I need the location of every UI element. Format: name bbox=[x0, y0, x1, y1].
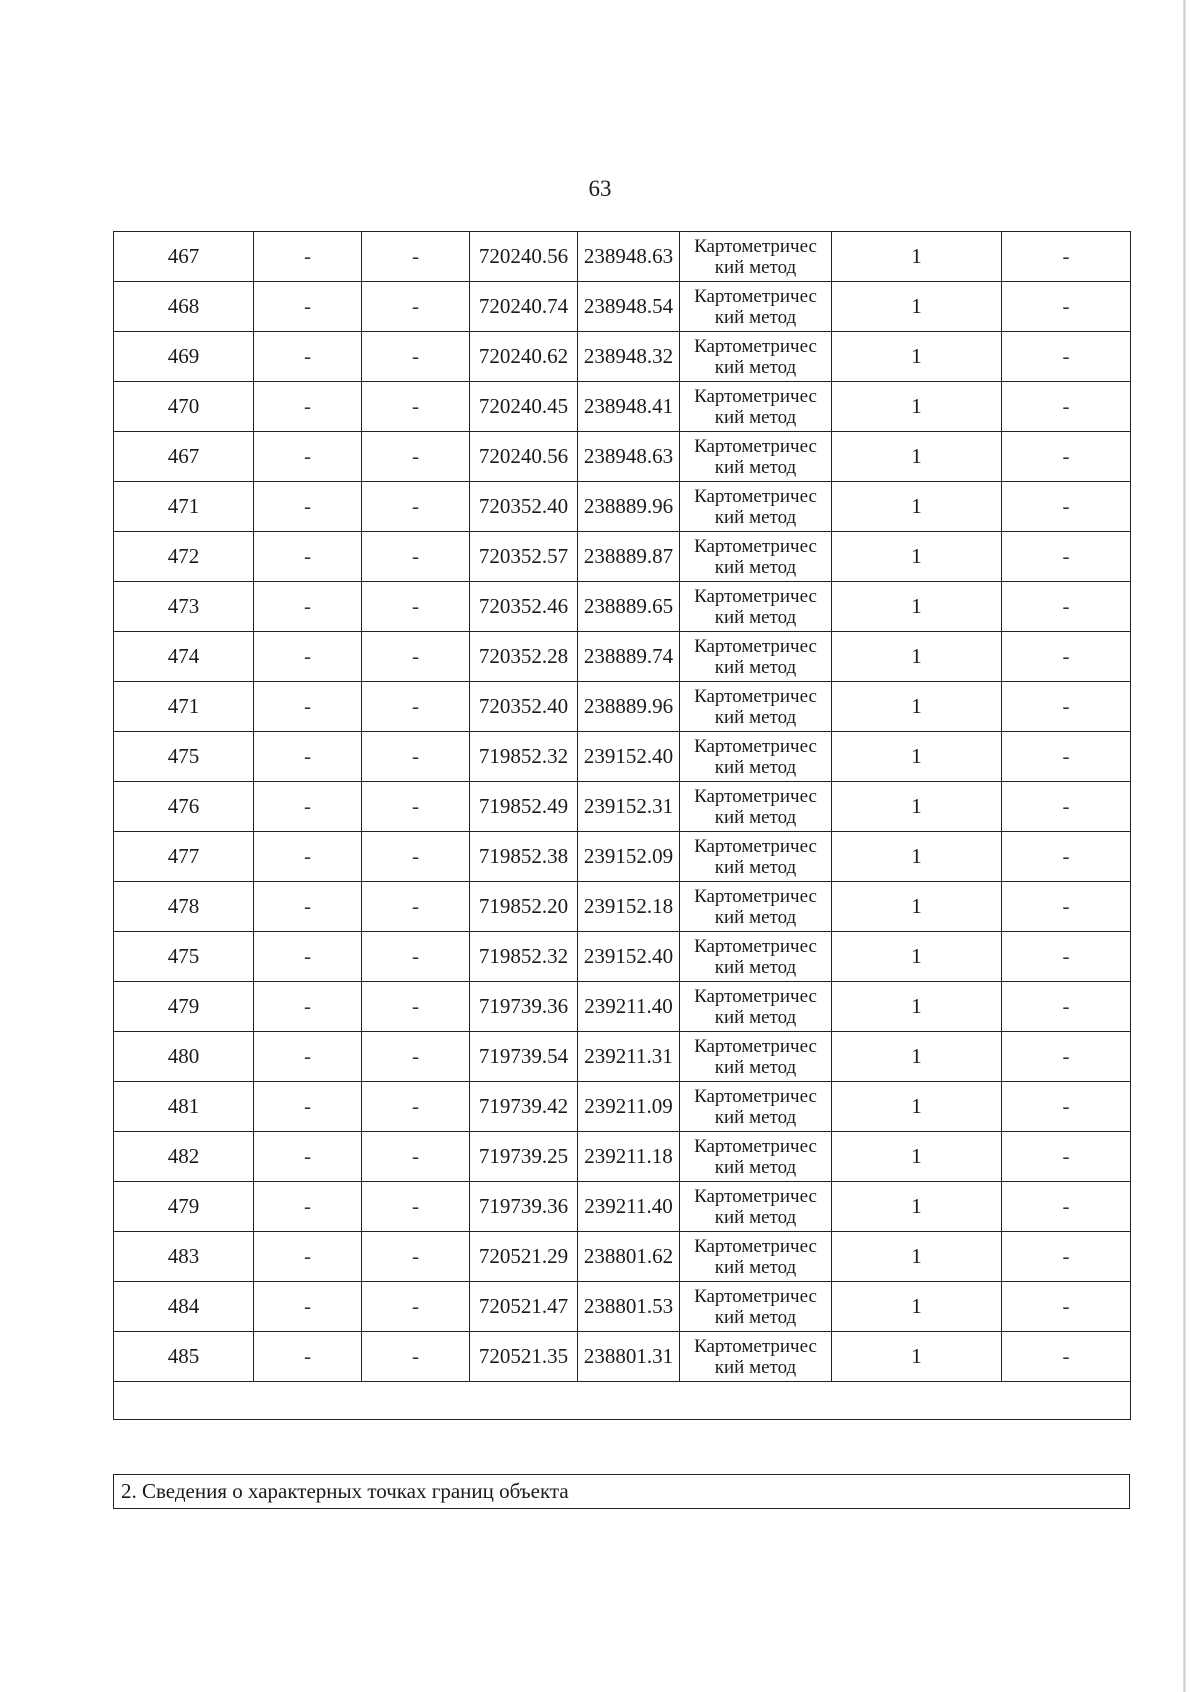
y-coordinate-cell: 239152.18 bbox=[578, 882, 680, 932]
point-number-cell: 467 bbox=[114, 232, 254, 282]
dash-cell: - bbox=[362, 432, 470, 482]
point-number-cell: 476 bbox=[114, 782, 254, 832]
table-row bbox=[114, 832, 1131, 882]
method-cell: Картометричес кий метод bbox=[680, 432, 832, 482]
point-number-cell: 479 bbox=[114, 982, 254, 1032]
x-coordinate-cell: 719739.36 bbox=[470, 1182, 578, 1232]
table-row bbox=[114, 282, 1131, 332]
y-coordinate-cell: 238889.96 bbox=[578, 482, 680, 532]
dash-cell: - bbox=[254, 432, 362, 482]
dash-cell: - bbox=[362, 882, 470, 932]
point-number-cell: 485 bbox=[114, 1332, 254, 1382]
point-number-cell: 467 bbox=[114, 432, 254, 482]
dash-cell: - bbox=[254, 1232, 362, 1282]
point-number-cell: 471 bbox=[114, 682, 254, 732]
method-cell: Картометричес кий метод bbox=[680, 882, 832, 932]
accuracy-cell: 1 bbox=[832, 782, 1002, 832]
point-number-cell: 474 bbox=[114, 632, 254, 682]
y-coordinate-cell: 239211.18 bbox=[578, 1132, 680, 1182]
point-number-cell: 479 bbox=[114, 1182, 254, 1232]
dash-cell: - bbox=[362, 1282, 470, 1332]
x-coordinate-cell: 720352.40 bbox=[470, 482, 578, 532]
y-coordinate-cell: 238889.74 bbox=[578, 632, 680, 682]
dash-cell: - bbox=[1002, 932, 1131, 982]
dash-cell: - bbox=[362, 1232, 470, 1282]
dash-cell: - bbox=[362, 332, 470, 382]
accuracy-cell: 1 bbox=[832, 1082, 1002, 1132]
point-number-cell: 468 bbox=[114, 282, 254, 332]
dash-cell: - bbox=[1002, 282, 1131, 332]
method-cell: Картометричес кий метод bbox=[680, 982, 832, 1032]
x-coordinate-cell: 720240.56 bbox=[470, 232, 578, 282]
point-number-cell: 475 bbox=[114, 932, 254, 982]
dash-cell: - bbox=[1002, 1232, 1131, 1282]
method-cell: Картометричес кий метод bbox=[680, 732, 832, 782]
dash-cell: - bbox=[362, 782, 470, 832]
dash-cell: - bbox=[362, 482, 470, 532]
point-number-cell: 477 bbox=[114, 832, 254, 882]
dash-cell: - bbox=[254, 732, 362, 782]
dash-cell: - bbox=[1002, 1032, 1131, 1082]
method-cell: Картометричес кий метод bbox=[680, 1032, 832, 1082]
table-row bbox=[114, 432, 1131, 482]
dash-cell: - bbox=[254, 1182, 362, 1232]
dash-cell: - bbox=[1002, 232, 1131, 282]
dash-cell: - bbox=[1002, 1132, 1131, 1182]
x-coordinate-cell: 720352.46 bbox=[470, 582, 578, 632]
empty-cell bbox=[114, 1382, 1131, 1420]
dash-cell: - bbox=[1002, 1082, 1131, 1132]
table-row bbox=[114, 1032, 1131, 1082]
point-number-cell: 482 bbox=[114, 1132, 254, 1182]
y-coordinate-cell: 239211.31 bbox=[578, 1032, 680, 1082]
table-row bbox=[114, 982, 1131, 1032]
table-row bbox=[114, 1282, 1131, 1332]
dash-cell: - bbox=[1002, 1182, 1131, 1232]
dash-cell: - bbox=[254, 1332, 362, 1382]
method-cell: Картометричес кий метод bbox=[680, 1132, 832, 1182]
y-coordinate-cell: 238948.54 bbox=[578, 282, 680, 332]
method-cell: Картометричес кий метод bbox=[680, 932, 832, 982]
dash-cell: - bbox=[254, 282, 362, 332]
dash-cell: - bbox=[362, 1082, 470, 1132]
method-cell: Картометричес кий метод bbox=[680, 832, 832, 882]
dash-cell: - bbox=[254, 532, 362, 582]
x-coordinate-cell: 720240.56 bbox=[470, 432, 578, 482]
x-coordinate-cell: 719852.38 bbox=[470, 832, 578, 882]
method-cell: Картометричес кий метод bbox=[680, 282, 832, 332]
point-number-cell: 473 bbox=[114, 582, 254, 632]
point-number-cell: 469 bbox=[114, 332, 254, 382]
table-row bbox=[114, 1182, 1131, 1232]
table-row bbox=[114, 332, 1131, 382]
dash-cell: - bbox=[254, 932, 362, 982]
y-coordinate-cell: 238801.31 bbox=[578, 1332, 680, 1382]
dash-cell: - bbox=[254, 832, 362, 882]
point-number-cell: 480 bbox=[114, 1032, 254, 1082]
point-number-cell: 483 bbox=[114, 1232, 254, 1282]
x-coordinate-cell: 719739.42 bbox=[470, 1082, 578, 1132]
method-cell: Картометричес кий метод bbox=[680, 632, 832, 682]
dash-cell: - bbox=[1002, 432, 1131, 482]
accuracy-cell: 1 bbox=[832, 282, 1002, 332]
table-row bbox=[114, 1082, 1131, 1132]
dash-cell: - bbox=[1002, 832, 1131, 882]
dash-cell: - bbox=[254, 1282, 362, 1332]
accuracy-cell: 1 bbox=[832, 732, 1002, 782]
x-coordinate-cell: 719739.25 bbox=[470, 1132, 578, 1182]
method-cell: Картометричес кий метод bbox=[680, 382, 832, 432]
accuracy-cell: 1 bbox=[832, 832, 1002, 882]
table-row bbox=[114, 1332, 1131, 1382]
y-coordinate-cell: 238948.32 bbox=[578, 332, 680, 382]
x-coordinate-cell: 719852.20 bbox=[470, 882, 578, 932]
dash-cell: - bbox=[1002, 582, 1131, 632]
dash-cell: - bbox=[362, 382, 470, 432]
x-coordinate-cell: 720240.62 bbox=[470, 332, 578, 382]
dash-cell: - bbox=[362, 832, 470, 882]
table-row bbox=[114, 782, 1131, 832]
dash-cell: - bbox=[1002, 1282, 1131, 1332]
y-coordinate-cell: 239211.40 bbox=[578, 982, 680, 1032]
point-number-cell: 472 bbox=[114, 532, 254, 582]
section-title: 2. Сведения о характерных точках границ объекта bbox=[113, 1474, 1130, 1509]
method-cell: Картометричес кий метод bbox=[680, 1282, 832, 1332]
accuracy-cell: 1 bbox=[832, 332, 1002, 382]
x-coordinate-cell: 720352.40 bbox=[470, 682, 578, 732]
table-row bbox=[114, 232, 1131, 282]
table-empty-row bbox=[114, 1382, 1131, 1420]
dash-cell: - bbox=[362, 1332, 470, 1382]
coordinates-table bbox=[113, 231, 1131, 1420]
dash-cell: - bbox=[362, 282, 470, 332]
table-row bbox=[114, 1232, 1131, 1282]
y-coordinate-cell: 238889.65 bbox=[578, 582, 680, 632]
y-coordinate-cell: 239152.40 bbox=[578, 732, 680, 782]
dash-cell: - bbox=[254, 982, 362, 1032]
table-row bbox=[114, 882, 1131, 932]
y-coordinate-cell: 238948.41 bbox=[578, 382, 680, 432]
dash-cell: - bbox=[362, 682, 470, 732]
method-cell: Картометричес кий метод bbox=[680, 332, 832, 382]
dash-cell: - bbox=[254, 232, 362, 282]
table-row bbox=[114, 632, 1131, 682]
y-coordinate-cell: 239211.40 bbox=[578, 1182, 680, 1232]
dash-cell: - bbox=[254, 1082, 362, 1132]
dash-cell: - bbox=[362, 1182, 470, 1232]
accuracy-cell: 1 bbox=[832, 982, 1002, 1032]
dash-cell: - bbox=[254, 782, 362, 832]
accuracy-cell: 1 bbox=[832, 1132, 1002, 1182]
x-coordinate-cell: 719852.49 bbox=[470, 782, 578, 832]
accuracy-cell: 1 bbox=[832, 1032, 1002, 1082]
accuracy-cell: 1 bbox=[832, 482, 1002, 532]
dash-cell: - bbox=[1002, 632, 1131, 682]
accuracy-cell: 1 bbox=[832, 532, 1002, 582]
y-coordinate-cell: 238948.63 bbox=[578, 432, 680, 482]
x-coordinate-cell: 719739.36 bbox=[470, 982, 578, 1032]
dash-cell: - bbox=[254, 882, 362, 932]
dash-cell: - bbox=[1002, 1332, 1131, 1382]
method-cell: Картометричес кий метод bbox=[680, 582, 832, 632]
accuracy-cell: 1 bbox=[832, 682, 1002, 732]
dash-cell: - bbox=[362, 582, 470, 632]
dash-cell: - bbox=[362, 982, 470, 1032]
accuracy-cell: 1 bbox=[832, 632, 1002, 682]
page-edge-shadow bbox=[1183, 0, 1186, 1692]
dash-cell: - bbox=[1002, 982, 1131, 1032]
dash-cell: - bbox=[254, 632, 362, 682]
method-cell: Картометричес кий метод bbox=[680, 1182, 832, 1232]
table-body bbox=[114, 232, 1131, 1420]
y-coordinate-cell: 239211.09 bbox=[578, 1082, 680, 1132]
dash-cell: - bbox=[254, 582, 362, 632]
dash-cell: - bbox=[362, 632, 470, 682]
table-row bbox=[114, 732, 1131, 782]
dash-cell: - bbox=[254, 332, 362, 382]
table-row bbox=[114, 382, 1131, 432]
point-number-cell: 478 bbox=[114, 882, 254, 932]
method-cell: Картометричес кий метод bbox=[680, 532, 832, 582]
dash-cell: - bbox=[362, 532, 470, 582]
accuracy-cell: 1 bbox=[832, 1182, 1002, 1232]
x-coordinate-cell: 720240.74 bbox=[470, 282, 578, 332]
x-coordinate-cell: 720352.28 bbox=[470, 632, 578, 682]
dash-cell: - bbox=[254, 1132, 362, 1182]
dash-cell: - bbox=[1002, 332, 1131, 382]
point-number-cell: 470 bbox=[114, 382, 254, 432]
dash-cell: - bbox=[1002, 882, 1131, 932]
accuracy-cell: 1 bbox=[832, 232, 1002, 282]
dash-cell: - bbox=[254, 382, 362, 432]
method-cell: Картометричес кий метод bbox=[680, 1232, 832, 1282]
y-coordinate-cell: 238801.53 bbox=[578, 1282, 680, 1332]
dash-cell: - bbox=[1002, 482, 1131, 532]
table-row bbox=[114, 482, 1131, 532]
method-cell: Картометричес кий метод bbox=[680, 782, 832, 832]
y-coordinate-cell: 238889.96 bbox=[578, 682, 680, 732]
table-row bbox=[114, 1132, 1131, 1182]
point-number-cell: 484 bbox=[114, 1282, 254, 1332]
table-row bbox=[114, 932, 1131, 982]
x-coordinate-cell: 720521.47 bbox=[470, 1282, 578, 1332]
method-cell: Картометричес кий метод bbox=[680, 482, 832, 532]
dash-cell: - bbox=[1002, 732, 1131, 782]
x-coordinate-cell: 719852.32 bbox=[470, 732, 578, 782]
point-number-cell: 475 bbox=[114, 732, 254, 782]
accuracy-cell: 1 bbox=[832, 1282, 1002, 1332]
dash-cell: - bbox=[362, 932, 470, 982]
accuracy-cell: 1 bbox=[832, 1232, 1002, 1282]
method-cell: Картометричес кий метод bbox=[680, 682, 832, 732]
x-coordinate-cell: 720240.45 bbox=[470, 382, 578, 432]
accuracy-cell: 1 bbox=[832, 1332, 1002, 1382]
x-coordinate-cell: 720521.29 bbox=[470, 1232, 578, 1282]
dash-cell: - bbox=[1002, 382, 1131, 432]
dash-cell: - bbox=[362, 1032, 470, 1082]
point-number-cell: 471 bbox=[114, 482, 254, 532]
x-coordinate-cell: 719739.54 bbox=[470, 1032, 578, 1082]
dash-cell: - bbox=[1002, 532, 1131, 582]
dash-cell: - bbox=[362, 732, 470, 782]
dash-cell: - bbox=[1002, 782, 1131, 832]
y-coordinate-cell: 238889.87 bbox=[578, 532, 680, 582]
table-row bbox=[114, 682, 1131, 732]
dash-cell: - bbox=[254, 482, 362, 532]
page-number: 63 bbox=[588, 176, 612, 201]
y-coordinate-cell: 239152.31 bbox=[578, 782, 680, 832]
method-cell: Картометричес кий метод bbox=[680, 1332, 832, 1382]
dash-cell: - bbox=[1002, 682, 1131, 732]
table-row bbox=[114, 532, 1131, 582]
dash-cell: - bbox=[254, 1032, 362, 1082]
dash-cell: - bbox=[362, 232, 470, 282]
y-coordinate-cell: 239152.09 bbox=[578, 832, 680, 882]
y-coordinate-cell: 238948.63 bbox=[578, 232, 680, 282]
point-number-cell: 481 bbox=[114, 1082, 254, 1132]
y-coordinate-cell: 238801.62 bbox=[578, 1232, 680, 1282]
x-coordinate-cell: 719852.32 bbox=[470, 932, 578, 982]
accuracy-cell: 1 bbox=[832, 932, 1002, 982]
accuracy-cell: 1 bbox=[832, 432, 1002, 482]
method-cell: Картометричес кий метод bbox=[680, 1082, 832, 1132]
x-coordinate-cell: 720521.35 bbox=[470, 1332, 578, 1382]
accuracy-cell: 1 bbox=[832, 582, 1002, 632]
table-row bbox=[114, 582, 1131, 632]
method-cell: Картометричес кий метод bbox=[680, 232, 832, 282]
accuracy-cell: 1 bbox=[832, 882, 1002, 932]
x-coordinate-cell: 720352.57 bbox=[470, 532, 578, 582]
dash-cell: - bbox=[254, 682, 362, 732]
accuracy-cell: 1 bbox=[832, 382, 1002, 432]
y-coordinate-cell: 239152.40 bbox=[578, 932, 680, 982]
dash-cell: - bbox=[362, 1132, 470, 1182]
